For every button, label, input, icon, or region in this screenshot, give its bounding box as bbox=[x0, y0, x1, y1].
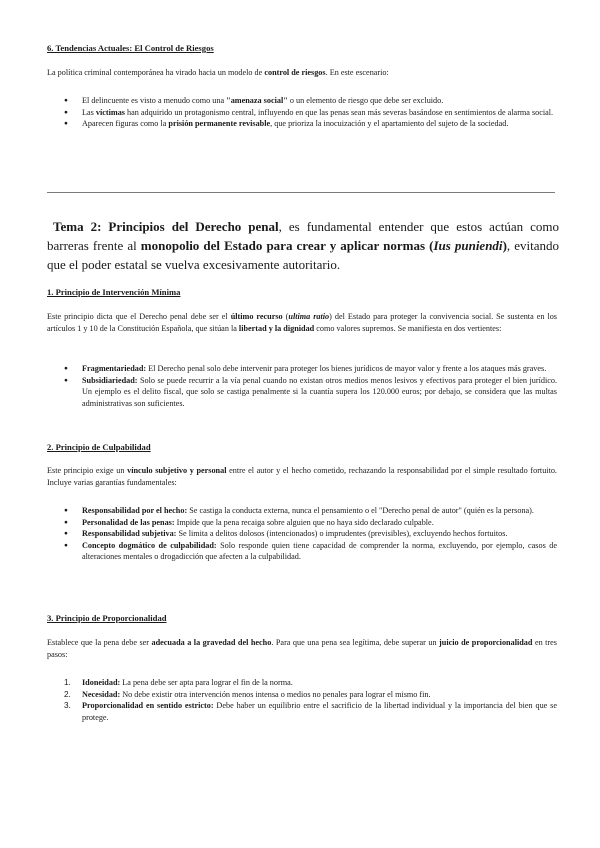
list-item: 3. Proporcionalidad en sentido estricto: Debe haber un equilibrio entre el sacrificio de la libertad individual y la importancia del bien que se protege. bbox=[64, 701, 557, 722]
tema-2-intro: Tema 2: Principios del Derecho penal, es fundamental entender que estos actúan como barreras frente al monopolio del Estado para crear y aplicar normas (Ius puniendi), evitando que el poder estatal se vuelva excesivamente autoritario. bbox=[47, 219, 559, 272]
section-6-intro: La política criminal contemporánea ha virado hacia un modelo de control de riesgos. En este escenario: bbox=[47, 68, 389, 77]
section-1-heading: 1. Principio de Intervención Mínima bbox=[47, 287, 181, 297]
list-item: ● Concepto dogmático de culpabilidad: Solo responde quien tiene capacidad de comprender la norma, excluyendo, por ejemplo, casos de alteraciones mentales o drogadicción que afecten a la culpabilidad. bbox=[82, 540, 557, 563]
section-2-list bbox=[82, 505, 557, 563]
horizontal-divider bbox=[47, 192, 555, 193]
section-1-intro: Este principio dicta que el Derecho penal debe ser el último recurso (ultima ratio) del Estado para proteger la convivencia social. Se sustenta en los artículos 1 y 10 de la Constitución Española, que sitúan la libertad y la dignidad como valores supremos. Se manifiesta en dos vertientes: bbox=[47, 312, 557, 333]
list-item: ● Aparecen figuras como la prisión permanente revisable, que prioriza la inocuización y el apartamiento del sujeto de la sociedad. bbox=[82, 118, 556, 130]
list-item: ● Fragmentariedad: El Derecho penal solo debe intervenir para proteger los bienes jurídicos de mayor valor y frente a los ataques más graves. bbox=[82, 363, 557, 375]
section-2-heading: 2. Principio de Culpabilidad bbox=[47, 442, 151, 452]
list-item: ● Personalidad de las penas: Impide que la pena recaiga sobre alguien que no haya sido declarado culpable. bbox=[82, 517, 557, 529]
section-6-list bbox=[82, 95, 556, 130]
list-item: 2. Necesidad: No debe existir otra intervención menos intensa o medios no penales para lograr el mismo fin. bbox=[64, 689, 431, 699]
list-item: ● Las víctimas han adquirido un protagonismo central, influyendo en que las penas sean más severas basándose en sentimientos de alarma social. bbox=[82, 107, 556, 119]
section-3-list bbox=[64, 677, 557, 723]
list-item: 1. Idoneidad: La pena debe ser apta para lograr el fin de la norma. bbox=[64, 678, 293, 687]
section-6-heading: 6. Tendencias Actuales: El Control de Riesgos bbox=[47, 43, 214, 53]
list-item: ● Responsabilidad por el hecho: Se castiga la conducta externa, nunca el pensamiento o el "Derecho penal de autor" (quién es la persona). bbox=[82, 505, 557, 517]
section-1-list bbox=[82, 363, 557, 409]
section-2-intro: Este principio exige un vínculo subjetivo y personal entre el autor y el hecho cometido, rechazando la responsabilidad por el simple resultado fortuito. Incluye varias garantías fundamentales: bbox=[47, 466, 557, 487]
section-3-intro: Establece que la pena debe ser adecuada a la gravedad del hecho. Para que una pena sea legítima, debe superar un juicio de proporcionalidad en tres pasos: bbox=[47, 638, 557, 659]
list-item: ● El delincuente es visto a menudo como una "amenaza social" o un elemento de riesgo que debe ser excluido. bbox=[82, 95, 556, 107]
section-3-heading: 3. Principio de Proporcionalidad bbox=[47, 613, 167, 623]
list-item: ● Subsidiariedad: Solo se puede recurrir a la vía penal cuando no existan otros medios menos lesivos y efectivos para proteger el bien jurídico. Un ejemplo es el delito fiscal, que solo se castiga penalmente si la cuantía supera los 120.000 euros; por debajo, se considera que las multas administrativas son suficientes. bbox=[82, 375, 557, 410]
list-item: ● Responsabilidad subjetiva: Se limita a delitos dolosos (intencionados) o imprudentes (previsibles), excluyendo hechos fortuitos. bbox=[82, 528, 557, 540]
